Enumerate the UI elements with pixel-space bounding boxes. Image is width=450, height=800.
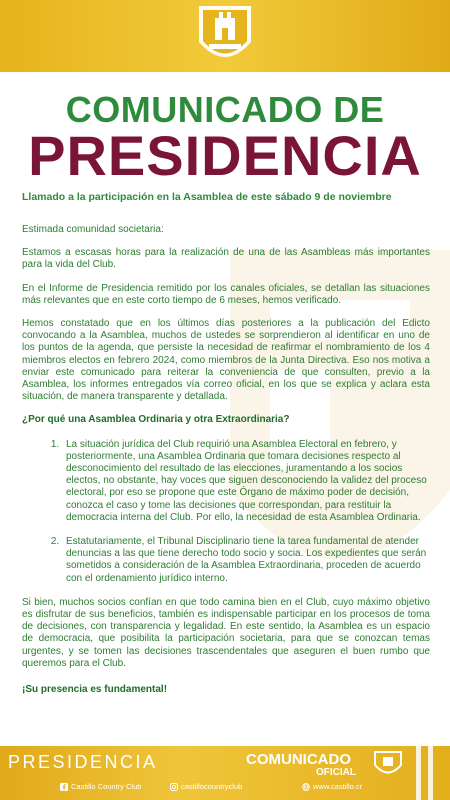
- footer: [0, 746, 450, 800]
- body-content: [22, 224, 430, 707]
- subtitle: Llamado a la participación en la Asamblea de este sábado 9 de noviembre: [22, 191, 392, 203]
- website-label: www.castillo.cr: [313, 782, 363, 791]
- instagram-label: castillocountryclub: [181, 782, 243, 791]
- instagram-link[interactable]: [170, 782, 242, 791]
- footer-subtitle: OFICIAL: [316, 767, 356, 778]
- website-link[interactable]: [302, 782, 362, 791]
- shield-icon: [372, 750, 404, 778]
- instagram-icon: [170, 783, 178, 791]
- paragraph-4: Si bien, muchos socios confían en que todo camina bien en el Club, cuyo máximo objetivo es disfrutar de sus beneficios, también es indispensable participar en los procesos de toma de decisiones, con transparencia y legalidad. En este sentido, la Asamblea es un espacio de democracia, que posibilita la participación societaria, para que se conozcan temas urgentes, y se tomen las decisiones trascendentales que aseguren el buen rumbo que queremos para el Club.: [22, 596, 430, 669]
- reasons-list: [22, 439, 430, 585]
- footer-title: COMUNICADO: [246, 751, 351, 768]
- paragraph-2: En el Informe de Presidencia remitido por los canales oficiales, se detallan las situaciones más relevantes que en este corto tiempo de 6 meses, hemos verificado.: [22, 282, 430, 306]
- footer-brand: PRESIDENCIA: [8, 752, 158, 772]
- globe-icon: [302, 783, 310, 791]
- header-bar: [0, 0, 450, 72]
- footer-stripe: [428, 746, 433, 800]
- greeting: Estimada comunidad societaria:: [22, 224, 164, 235]
- club-crest-icon: [193, 2, 257, 72]
- list-item: 2. Estatutariamente, el Tribunal Disciplinario tiene la tarea fundamental de atender denuncias a las que tiene derecho todo socio y socia. Los expedientes que serán sometidos a consideración de la Asamblea Extraordinaria, proceden de acuerdo con el ordenamiento jurídico interno.: [62, 536, 430, 585]
- title-line-2: PRESIDENCIA: [28, 124, 422, 187]
- paragraph-3: Hemos constatado que en los últimos días posteriores a la publicación del Edicto convocando a la Asamblea, muchos de ustedes se sorprendieron al identificar en uno de los puntos de la agenda, que persiste la necesidad de reafirmar el nombramiento de los 4 miembros electos en febrero 2024, como miembros de la Junta Directiva. Eso nos motiva a enviar este comunicado para reiterar la conveniencia de que consulten, previo a la Asamblea, los informes entregados vía correo oficial, en los que se explica y aclara esta situación, de manera transparente y detallada.: [22, 318, 430, 403]
- list-item: 1. La situación jurídica del Club requirió una Asamblea Electoral en febrero, y posteriormente, una Asamblea Ordinaria que tomara decisiones respecto al desconocimiento del resultado de las elecciones, juramentando a los socios electos, no obstante, hay voces que siguen desconociendo la validez del proceso electoral, por eso se propone que este Órgano de máximo poder de decisión, conozca el caso y tome las decisiones que correspondan, para restituir la democracia interna del Club. Por ello, la necesidad de esta Asamblea Ordinaria.: [62, 439, 430, 524]
- footer-stripe: [416, 746, 421, 800]
- paragraph-1: Estamos a escasas horas para la realización de una de las Asambleas más importantes para la vida del Club.: [22, 247, 430, 271]
- closing-line: ¡Su presencia es fundamental!: [22, 684, 168, 696]
- facebook-link[interactable]: [60, 782, 141, 791]
- facebook-label: Castillo Country Club: [71, 782, 142, 791]
- facebook-icon: [60, 783, 68, 791]
- title-line-1: COMUNICADO DE: [65, 89, 385, 130]
- section-question: ¿Por qué una Asamblea Ordinaria y otra Extraordinaria?: [22, 414, 290, 426]
